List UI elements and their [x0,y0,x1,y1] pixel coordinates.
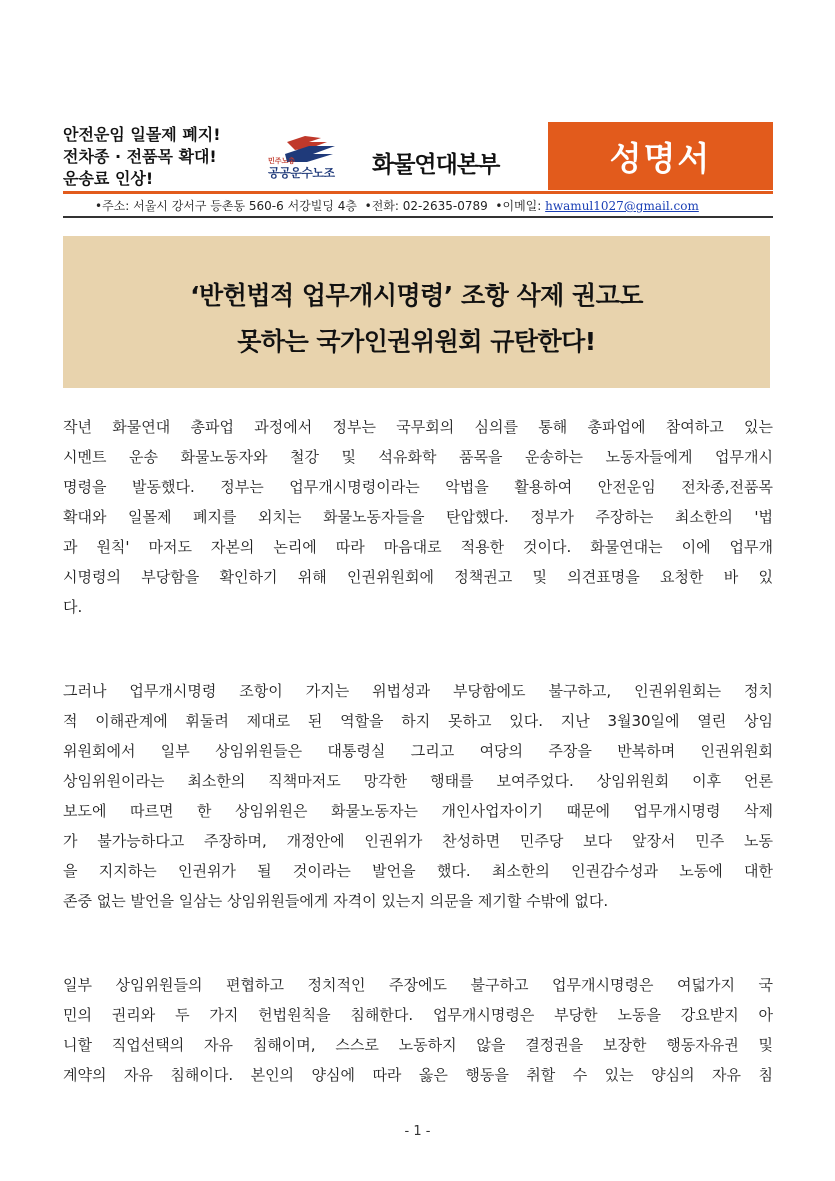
contact-address: •주소: 서울시 강서구 등촌동 560-6 서강빌딩 4층 [95,199,357,213]
union-name: 공공운수노조 [268,166,335,180]
paragraph-line: 작년 화물연대 총파업 과정에서 정부는 국무회의 심의를 통해 총파업에 참여하고 있는 [63,418,773,436]
paragraph-line: 일부 상임위원들의 편협하고 정치적인 주장에도 불구하고 업무개시명령은 여덟가지 국 [63,976,773,994]
contact-divider [63,216,773,218]
contact-email-label: •이메일: [495,199,542,213]
paragraph [63,676,773,916]
paragraph-line: 존중 없는 발언을 일삼는 상임위원들에게 자격이 있는지 의문을 제기할 수밖에 없다. [63,892,609,910]
paragraph-line: 을 지지하는 인권위가 될 것이라는 발언을 했다. 최소한의 인권감수성과 노동에 대한 [63,862,773,880]
paragraph-line: 명령을 발동했다. 정부는 업무개시명령이라는 악법을 활용하여 안전운임 전차종,전품목 [63,478,773,496]
paragraph [63,412,773,622]
paragraph-line: 시명령의 부당함을 확인하기 위해 인권위원회에 정책권고 및 의견표명을 요청한 바 있 [63,568,773,586]
paragraph-line: 다. [63,598,83,616]
organization-name: 화물연대본부 [372,152,500,178]
contact-phone: •전화: 02-2635-0789 [364,199,488,213]
paragraph-line: 가 불가능하다고 주장하며, 개정안에 인권위가 찬성하면 민주당 보다 앞장서 민주 노동 [63,832,773,850]
paragraph-line: 적 이해관계에 휘둘려 제대로 된 역할을 하지 못하고 있다. 지난 3월30일에 열린 상임 [63,712,773,730]
paragraph [63,970,773,1090]
slogan-line: 전차종 · 전품목 확대! [63,147,217,166]
paragraph-line: 과 원칙' 마저도 자본의 논리에 따라 마음대로 적용한 것이다. 화물연대는 이에 업무개 [63,538,773,556]
paragraph-line: 확대와 일몰제 폐지를 외치는 화물노동자들을 탄압했다. 정부가 주장하는 최소한의 '법 [63,508,773,526]
paragraph-line: 시멘트 운송 화물노동자와 철강 및 석유화학 품목을 운송하는 노동자들에게 업무개시 [63,448,773,466]
paragraph-line: 보도에 따르면 한 상임위원은 화물노동자는 개인사업자이기 때문에 업무개시명령 삭제 [63,802,773,820]
paragraph-line: 계약의 자유 침해이다. 본인의 양심에 따라 옳은 행동을 취할 수 있는 양심의 자유 침 [63,1066,773,1084]
title-line: ‘반헌법적 업무개시명령’ 조항 삭제 권고도 [190,281,643,310]
statement-label: 성명서 [609,138,712,178]
title-box [63,236,770,388]
page-number: - 1 - [404,1124,431,1139]
slogan-line: 안전운임 일몰제 폐지! [63,125,221,144]
contact-line [95,197,699,214]
paragraph-line: 상임위원이라는 최소한의 직책마저도 망각한 행태를 보여주었다. 상임위원회 이후 언론 [63,772,773,790]
union-confederation-label: 민주노총 [268,157,296,165]
paragraph-line: 위원회에서 일부 상임위원들은 대통령실 그리고 여당의 주장을 반복하며 인권위원회 [63,742,773,760]
paragraph-line: 민의 권리와 두 가지 헌법원칙을 침해한다. 업무개시명령은 부당한 노동을 강요받지 아 [63,1006,773,1024]
slogan-block [63,124,263,190]
header-divider [63,191,773,194]
statement-badge [548,122,773,190]
slogan-line: 운송료 인상! [63,169,154,188]
paragraph-line: 니할 직업선택의 자유 침해이며, 스스로 노동하지 않을 결정권을 보장한 행동자유권 및 [63,1036,773,1054]
contact-email-link[interactable]: hwamul1027@gmail.com [545,199,699,213]
paragraph-line: 그러나 업무개시명령 조항이 가지는 위법성과 부당함에도 불구하고, 인권위원회는 정치 [63,682,773,700]
title-line: 못하는 국가인권위원회 규탄한다! [237,327,596,356]
